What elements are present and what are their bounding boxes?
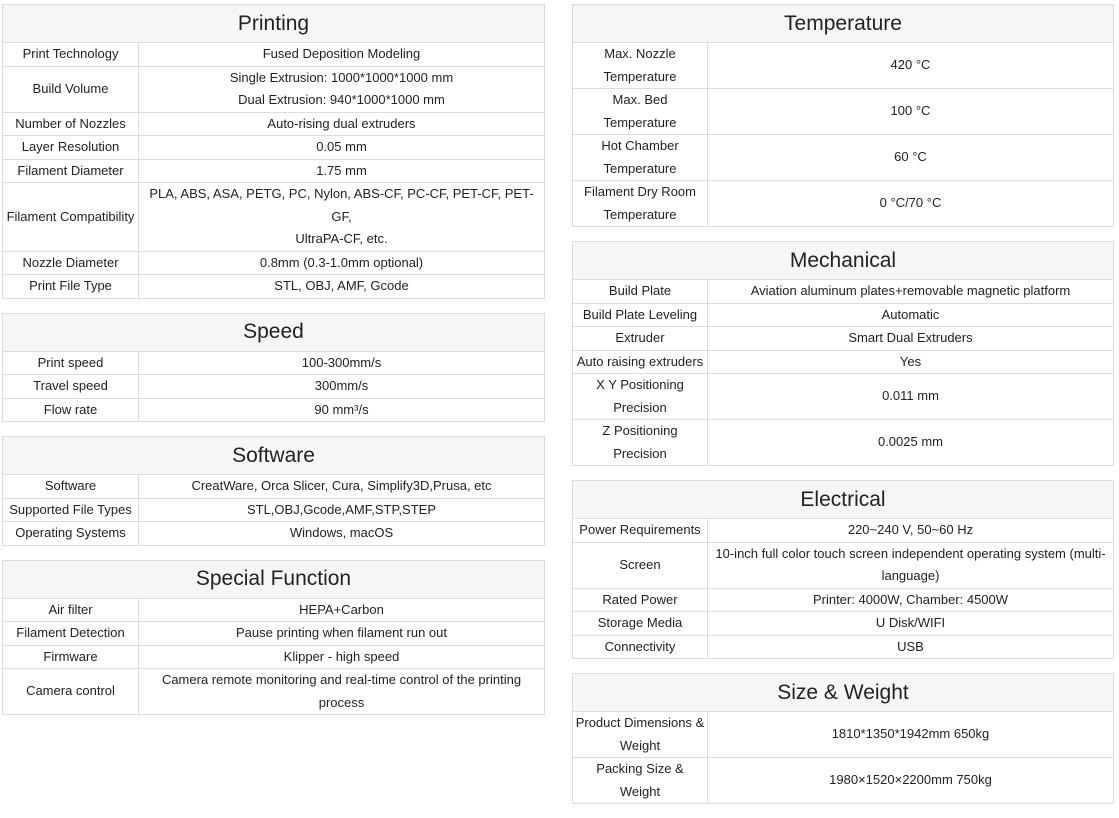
spec-table-software bbox=[2, 436, 545, 546]
spec-label-line: Temperature bbox=[603, 68, 677, 84]
spec-value-line: 100 °C bbox=[890, 103, 931, 119]
spec-label: Build Volume bbox=[3, 66, 139, 112]
spec-value bbox=[708, 374, 1114, 420]
spec-value-line: STL, OBJ, AMF, Gcode bbox=[274, 278, 409, 293]
section-title: Speed bbox=[3, 313, 545, 351]
spec-row bbox=[573, 542, 1114, 588]
spec-value bbox=[708, 542, 1114, 588]
spec-value-line: 0.011 mm bbox=[882, 388, 939, 404]
spec-label bbox=[573, 374, 708, 420]
spec-value bbox=[139, 112, 545, 136]
spec-row bbox=[3, 251, 545, 275]
spec-value bbox=[708, 420, 1114, 466]
spec-label-line: Filament Dry Room bbox=[584, 184, 696, 199]
spec-label-line: Rated Power bbox=[602, 591, 678, 607]
spec-value bbox=[708, 327, 1114, 351]
spec-label: Supported File Types bbox=[3, 498, 139, 522]
spec-value-line: 60 °C bbox=[894, 149, 927, 165]
spec-row bbox=[3, 498, 545, 522]
spec-label-line: Connectivity bbox=[604, 638, 676, 654]
spec-row bbox=[573, 89, 1114, 135]
spec-label-line: Storage Media bbox=[597, 615, 683, 630]
spec-row bbox=[3, 598, 545, 622]
spec-value bbox=[708, 89, 1114, 135]
spec-value-line: U Disk/WIFI bbox=[875, 615, 946, 630]
spec-row bbox=[3, 475, 545, 499]
spec-row bbox=[3, 522, 545, 546]
spec-value-line: Aviation aluminum plates+removable magnetic platform bbox=[750, 283, 1071, 298]
section-title: Printing bbox=[3, 5, 545, 43]
spec-label: Number of Nozzles bbox=[3, 112, 139, 136]
spec-value bbox=[708, 135, 1114, 181]
section-title: Special Function bbox=[3, 560, 545, 598]
spec-value-line: Dual Extrusion: 940*1000*1000 mm bbox=[238, 92, 445, 107]
section-title: Software bbox=[3, 437, 545, 475]
spec-value bbox=[708, 350, 1114, 374]
spec-value bbox=[139, 622, 545, 646]
spec-label-line: Power Requirements bbox=[579, 522, 701, 537]
spec-value-line: 0.05 mm bbox=[316, 139, 367, 154]
spec-label-line: Precision bbox=[613, 399, 667, 415]
spec-label: Layer Resolution bbox=[3, 136, 139, 160]
spec-value-line: PLA, ABS, ASA, PETG, PC, Nylon, ABS-CF, PC-CF, PET-CF, PET-GF, bbox=[149, 186, 534, 224]
spec-value-line: Automatic bbox=[881, 306, 940, 322]
spec-value-line: Fused Deposition Modeling bbox=[262, 46, 421, 61]
spec-table-temperature bbox=[572, 4, 1114, 227]
spec-value bbox=[139, 398, 545, 422]
spec-row bbox=[573, 374, 1114, 420]
spec-value bbox=[139, 43, 545, 67]
spec-row bbox=[573, 350, 1114, 374]
spec-row bbox=[3, 375, 545, 399]
spec-row bbox=[573, 612, 1114, 636]
spec-row bbox=[3, 112, 545, 136]
spec-value-line: 300mm/s bbox=[314, 378, 369, 393]
spec-value bbox=[708, 303, 1114, 327]
spec-label-line: Z Positioning Precision bbox=[602, 423, 678, 461]
spec-label bbox=[573, 135, 708, 181]
spec-label bbox=[573, 588, 708, 612]
spec-value bbox=[139, 498, 545, 522]
spec-label: Operating Systems bbox=[3, 522, 139, 546]
section-title: Size & Weight bbox=[573, 674, 1114, 712]
spec-label bbox=[573, 519, 708, 543]
spec-row bbox=[3, 351, 545, 375]
spec-label-line: Temperature bbox=[603, 206, 677, 222]
spec-value bbox=[139, 159, 545, 183]
spec-value bbox=[139, 351, 545, 375]
spec-row bbox=[3, 43, 545, 67]
left-column bbox=[2, 4, 545, 729]
section-title: Mechanical bbox=[573, 242, 1114, 280]
spec-table-size-weight bbox=[572, 673, 1114, 804]
spec-row bbox=[573, 280, 1114, 304]
spec-row bbox=[3, 645, 545, 669]
spec-value bbox=[139, 669, 545, 715]
spec-value bbox=[708, 588, 1114, 612]
spec-value-line: Smart Dual Extruders bbox=[848, 330, 973, 345]
spec-value-line: language) bbox=[881, 568, 940, 583]
spec-value bbox=[139, 183, 545, 252]
spec-label: Air filter bbox=[3, 598, 139, 622]
spec-table-special-function bbox=[2, 560, 545, 716]
spec-label bbox=[573, 43, 708, 89]
spec-value-line: 10-inch full color touch screen independent operating system (multi- bbox=[715, 545, 1106, 561]
spec-value-line: Camera remote monitoring and real-time control of the printing bbox=[161, 672, 522, 687]
spec-row bbox=[3, 622, 545, 646]
spec-label bbox=[573, 758, 708, 804]
spec-label-line: Packing Size & Weight bbox=[596, 761, 684, 799]
spec-value-line: Yes bbox=[899, 353, 922, 369]
spec-value bbox=[708, 712, 1114, 758]
spec-row bbox=[3, 159, 545, 183]
spec-row bbox=[573, 519, 1114, 543]
spec-label bbox=[573, 542, 708, 588]
spec-label bbox=[573, 712, 708, 758]
spec-value-line: 90 mm³/s bbox=[314, 401, 369, 417]
spec-value-line: 1980×1520×2200mm 750kg bbox=[829, 772, 992, 788]
spec-row bbox=[573, 712, 1114, 758]
spec-label: Print speed bbox=[3, 351, 139, 375]
spec-label-line: Auto raising extruders bbox=[576, 353, 704, 369]
spec-value-line: process bbox=[318, 694, 365, 710]
spec-table-speed bbox=[2, 313, 545, 423]
spec-value bbox=[139, 375, 545, 399]
spec-value bbox=[708, 612, 1114, 636]
spec-row bbox=[573, 420, 1114, 466]
spec-row bbox=[573, 327, 1114, 351]
spec-label-line: Max. Nozzle bbox=[604, 46, 676, 61]
spec-value bbox=[139, 136, 545, 160]
spec-label bbox=[573, 327, 708, 351]
spec-value-line: Single Extrusion: 1000*1000*1000 mm bbox=[229, 69, 454, 85]
spec-label bbox=[573, 181, 708, 227]
spec-value-line: Windows, macOS bbox=[289, 525, 394, 540]
spec-label bbox=[573, 635, 708, 659]
spec-label-line: Hot Chamber bbox=[601, 138, 679, 153]
spec-label-line: Build Plate bbox=[608, 283, 672, 298]
spec-label: Print File Type bbox=[3, 275, 139, 299]
spec-value bbox=[708, 43, 1114, 89]
spec-row bbox=[3, 669, 545, 715]
spec-table-electrical bbox=[572, 480, 1114, 659]
spec-value bbox=[139, 66, 545, 112]
spec-label: Print Technology bbox=[3, 43, 139, 67]
spec-value-line: Pause printing when filament run out bbox=[235, 625, 447, 640]
spec-value bbox=[139, 645, 545, 669]
spec-value-line: 1.75 mm bbox=[316, 162, 367, 178]
spec-value bbox=[708, 519, 1114, 543]
spec-label-line: Screen bbox=[619, 556, 661, 572]
right-column bbox=[572, 4, 1114, 818]
section-title: Temperature bbox=[573, 5, 1114, 43]
spec-value bbox=[139, 275, 545, 299]
spec-label-line: Weight bbox=[619, 737, 661, 753]
spec-label bbox=[573, 303, 708, 327]
spec-value bbox=[708, 635, 1114, 659]
spec-label-line: Build Plate Leveling bbox=[582, 306, 698, 322]
spec-value bbox=[139, 251, 545, 275]
spec-label bbox=[573, 612, 708, 636]
spec-label: Flow rate bbox=[3, 398, 139, 422]
spec-value bbox=[139, 522, 545, 546]
spec-row bbox=[3, 183, 545, 252]
spec-label bbox=[573, 280, 708, 304]
spec-value-line: 0.8mm (0.3-1.0mm optional) bbox=[259, 254, 424, 270]
spec-label: Firmware bbox=[3, 645, 139, 669]
spec-label: Filament Detection bbox=[3, 622, 139, 646]
spec-label: Software bbox=[3, 475, 139, 499]
spec-row bbox=[3, 136, 545, 160]
spec-value-line: UltraPA-CF, etc. bbox=[295, 231, 388, 246]
spec-label-line: X Y Positioning bbox=[596, 377, 684, 392]
spec-label-line: Extruder bbox=[615, 330, 665, 345]
spec-value-line: 0 °C/70 °C bbox=[879, 195, 942, 211]
spec-label bbox=[573, 420, 708, 466]
spec-row bbox=[573, 303, 1114, 327]
spec-row bbox=[3, 66, 545, 112]
spec-value bbox=[708, 280, 1114, 304]
spec-value-line: Klipper - high speed bbox=[283, 648, 400, 664]
spec-value-line: Auto-rising dual extruders bbox=[267, 115, 416, 131]
spec-row bbox=[3, 398, 545, 422]
spec-row bbox=[573, 135, 1114, 181]
spec-row bbox=[573, 43, 1114, 89]
spec-value bbox=[139, 598, 545, 622]
spec-row bbox=[573, 588, 1114, 612]
spec-label: Camera control bbox=[3, 669, 139, 715]
spec-row bbox=[573, 181, 1114, 227]
spec-label bbox=[573, 350, 708, 374]
spec-label-line: Product Dimensions & bbox=[575, 715, 705, 730]
spec-label bbox=[573, 89, 708, 135]
spec-table-printing bbox=[2, 4, 545, 299]
spec-label: Travel speed bbox=[3, 375, 139, 399]
spec-value-line: 420 °C bbox=[890, 57, 931, 73]
spec-label: Filament Diameter bbox=[3, 159, 139, 183]
spec-value-line: 100-300mm/s bbox=[301, 354, 382, 370]
section-title: Electrical bbox=[573, 481, 1114, 519]
spec-value-line: Printer: 4000W, Chamber: 4500W bbox=[812, 591, 1009, 607]
spec-row bbox=[573, 758, 1114, 804]
spec-value-line: 0.0025 mm bbox=[877, 434, 944, 450]
spec-label: Nozzle Diameter bbox=[3, 251, 139, 275]
spec-row bbox=[3, 275, 545, 299]
spec-label: Filament Compatibility bbox=[3, 183, 139, 252]
spec-value-line: CreatWare, Orca Slicer, Cura, Simplify3D,Prusa, etc bbox=[191, 478, 492, 493]
spec-label-line: Max. Bed Temperature bbox=[603, 92, 677, 130]
spec-table-mechanical bbox=[572, 241, 1114, 466]
spec-value bbox=[708, 181, 1114, 227]
spec-value-line: 220~240 V, 50~60 Hz bbox=[847, 522, 974, 537]
spec-value bbox=[708, 758, 1114, 804]
spec-value-line: USB bbox=[897, 638, 924, 654]
spec-value bbox=[139, 475, 545, 499]
spec-row bbox=[573, 635, 1114, 659]
spec-value-line: HEPA+Carbon bbox=[299, 601, 384, 617]
spec-label-line: Temperature bbox=[603, 160, 677, 176]
spec-value-line: STL,OBJ,Gcode,AMF,STP,STEP bbox=[246, 501, 437, 517]
spec-value-line: 1810*1350*1942mm 650kg bbox=[831, 726, 990, 742]
